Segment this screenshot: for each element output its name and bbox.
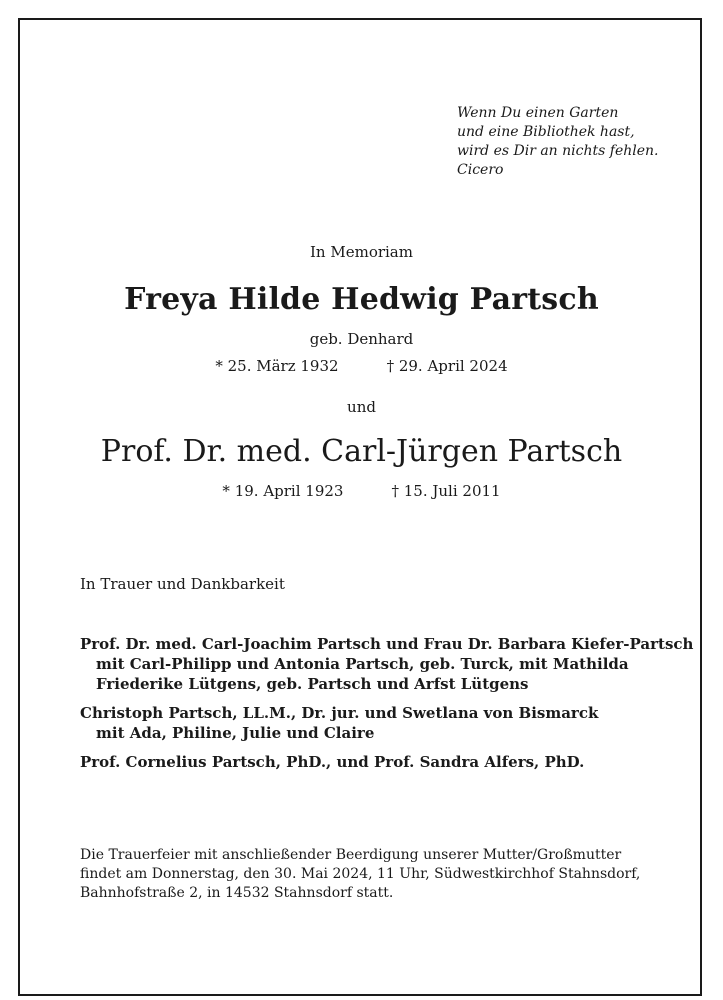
family-sub-line: mit Ada, Philine, Julie und Claire (96, 724, 375, 742)
family-sub-line: Friederike Lütgens, geb. Partsch und Arfst Lütgens (96, 675, 529, 693)
deceased-name-2: Prof. Dr. med. Carl-Jürgen Partsch (100, 434, 623, 469)
life-dates-2 (0, 482, 723, 500)
death-date: † 15. Juli 2011 (391, 482, 501, 500)
mourning-intro: In Trauer und Dankbarkeit (80, 575, 285, 593)
notice-line: findet am Donnerstag, den 30. Mai 2024, 11 Uhr, Südwestkirchhof Stahnsdorf, (80, 866, 641, 882)
family-main-line: Prof. Cornelius Partsch, PhD., und Prof. Sandra Alfers, PhD. (80, 753, 585, 771)
family-entry (80, 703, 598, 743)
deceased-name-1: Freya Hilde Hedwig Partsch (124, 282, 599, 317)
family-sub-line: mit Carl-Philipp und Antonia Partsch, geb. Turck, mit Mathilda (96, 655, 629, 673)
quote-line: und eine Bibliothek hast, (457, 124, 635, 140)
family-main-line: Prof. Dr. med. Carl-Joachim Partsch und Frau Dr. Barbara Kiefer-Partsch (80, 635, 694, 653)
cicero-quote (457, 104, 677, 180)
family-entry (80, 752, 584, 772)
quote-line: Wenn Du einen Garten (457, 105, 619, 121)
birth-date: * 19. April 1923 (222, 482, 344, 500)
birth-date: * 25. März 1932 (215, 357, 339, 375)
family-entry (80, 634, 693, 694)
birth-name: geb. Denhard (309, 330, 414, 348)
conjunction: und (347, 398, 376, 416)
notice-line: Bahnhofstraße 2, in 14532 Stahnsdorf statt. (80, 885, 394, 901)
life-dates-1 (0, 357, 723, 375)
in-memoriam-heading: In Memoriam (310, 243, 413, 261)
quote-author: Cicero (457, 162, 504, 178)
quote-line: wird es Dir an nichts fehlen. (457, 143, 659, 159)
notice-line: Die Trauerfeier mit anschließender Beerdigung unserer Mutter/Großmutter (80, 847, 622, 863)
funeral-notice (80, 846, 640, 903)
family-main-line: Christoph Partsch, LL.M., Dr. jur. und Swetlana von Bismarck (80, 704, 599, 722)
death-date: † 29. April 2024 (386, 357, 508, 375)
